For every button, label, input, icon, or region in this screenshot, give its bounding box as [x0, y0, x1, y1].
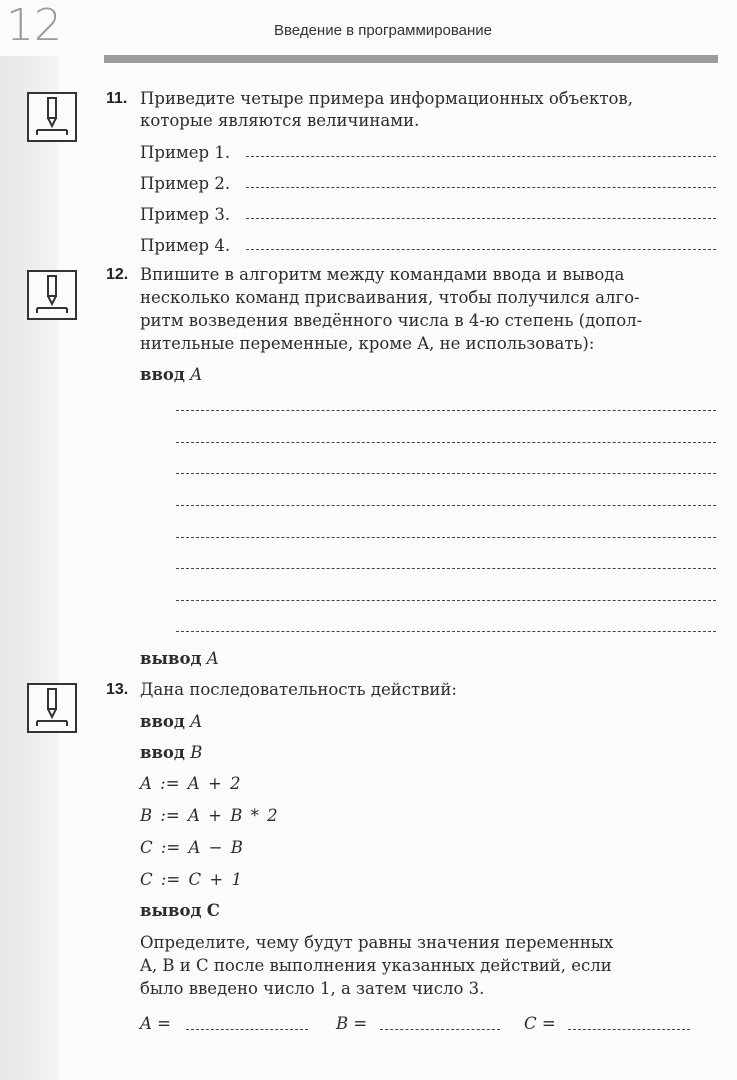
algorithm-blank-line[interactable] [176, 410, 716, 411]
answer-b-blank[interactable] [380, 1029, 500, 1030]
task-12-input-command [140, 364, 202, 386]
code-variable: A [190, 712, 203, 731]
example-2-answer-line[interactable] [246, 187, 716, 188]
example-2-label: Пример 2. [140, 174, 231, 193]
task-11-text-line1: Приведите четыре примера информационных объектов, [140, 89, 633, 108]
output-keyword: вывод [140, 649, 202, 668]
left-margin-strip [0, 56, 58, 1080]
task-11-number: 11. [106, 90, 128, 107]
task-11-text-line2: которые являются величинами. [140, 111, 420, 130]
code-keyword: ввод [140, 743, 185, 762]
pencil-writing-icon [27, 270, 77, 320]
example-3-label: Пример 3. [140, 205, 231, 224]
example-1-label: Пример 1. [140, 143, 231, 162]
algorithm-blank-line[interactable] [176, 505, 716, 506]
example-1-answer-line[interactable] [246, 156, 716, 157]
algorithm-blank-line[interactable] [176, 631, 716, 632]
code-keyword: вывод [140, 901, 202, 920]
task-12-text-line3: ритм возведения введённого числа в 4-ю степень (допол- [140, 311, 643, 330]
task-12-number: 12. [106, 266, 129, 283]
answer-c-label: C = [524, 1014, 556, 1033]
code-line-1 [140, 711, 202, 733]
code-variable: C [206, 901, 220, 920]
input-variable: A [190, 365, 203, 384]
algorithm-blank-line[interactable] [176, 600, 716, 601]
code-line-2 [140, 742, 202, 764]
task-13-question-line2: A, B и C после выполнения указанных действий, если [140, 956, 612, 975]
code-line-7 [140, 900, 220, 922]
answer-c-blank[interactable] [568, 1029, 690, 1030]
code-line-5: C := A − B [140, 838, 243, 857]
example-4-answer-line[interactable] [246, 249, 716, 250]
code-keyword: ввод [140, 712, 185, 731]
task-13-question-line1: Определите, чему будут равны значения переменных [140, 933, 614, 952]
running-title: Введение в программирование [274, 22, 493, 39]
task-12-text-line4: нительные переменные, кроме A, не использовать): [140, 334, 595, 353]
code-line-6: C := C + 1 [140, 870, 242, 889]
header-rule [104, 55, 718, 63]
task-13-intro: Дана последовательность действий: [140, 680, 457, 699]
answer-b-label: B = [336, 1014, 368, 1033]
task-12-text-line2: несколько команд присваивания, чтобы получился алго- [140, 288, 640, 307]
algorithm-blank-line[interactable] [176, 568, 716, 569]
algorithm-blank-line[interactable] [176, 537, 716, 538]
algorithm-blank-line[interactable] [176, 442, 716, 443]
pencil-writing-icon [27, 683, 77, 733]
answer-a-blank[interactable] [186, 1029, 308, 1030]
task-13-question-line3: было введено число 1, а затем число 3. [140, 979, 485, 998]
example-3-answer-line[interactable] [246, 218, 716, 219]
task-13-number: 13. [106, 681, 129, 698]
task-12-text-line1: Впишите в алгоритм между командами ввода и вывода [140, 265, 625, 284]
input-keyword: ввод [140, 365, 185, 384]
example-4-label: Пример 4. [140, 236, 231, 255]
task-12-output-command [140, 648, 219, 670]
pencil-writing-icon [27, 92, 77, 142]
algorithm-blank-line[interactable] [176, 473, 716, 474]
code-line-4: B := A + B * 2 [140, 806, 278, 825]
page-number: 12 [6, 0, 62, 51]
code-variable: B [190, 743, 203, 762]
answer-a-label: A = [140, 1014, 171, 1033]
output-variable: A [206, 649, 219, 668]
code-line-3: A := A + 2 [140, 774, 241, 793]
